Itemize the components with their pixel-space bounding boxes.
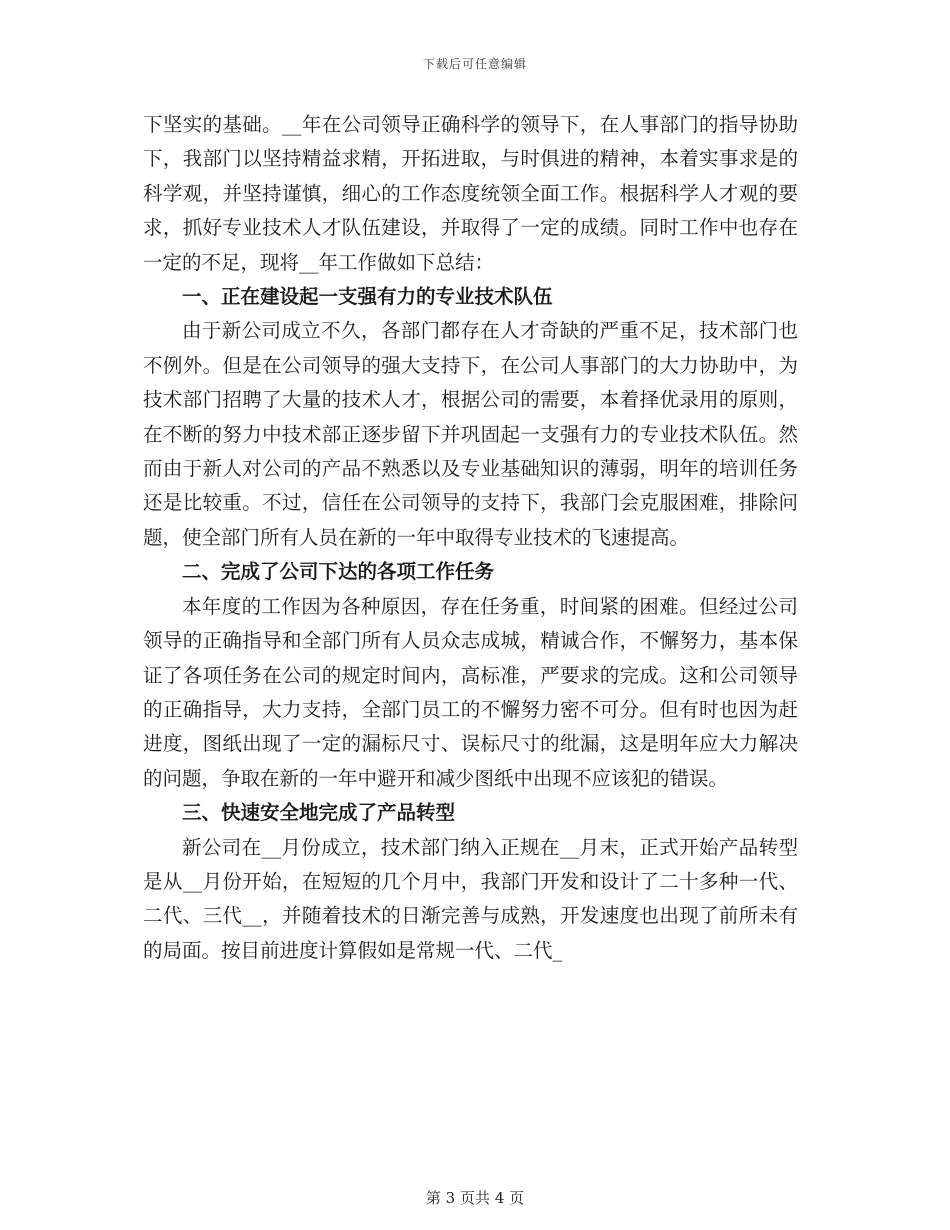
section-paragraph-2: 本年度的工作因为各种原因，存在任务重，时间紧的困难。但经过公司领导的正确指导和全部门所有人员众志成城，精诚合作，不懈努力，基本保证了各项任务在公司的规定时间内，高标准，严要求的完成。这和公司领导的正确指导，大力支持，全部门员工的不懈努力密不可分。但有时也因为赶进度，图纸出现了一定的漏标尺寸、误标尺寸的纰漏，这是明年应大力解决的问题，争取在新的一年中避开和减少图纸中出现不应该犯的错误。 [143,594,798,790]
intro-paragraph: 下坚实的基础。__年在公司领导正确科学的领导下，在人事部门的指导协助下，我部门以坚持精益求精，开拓进取，与时俱进的精神，本着实事求是的科学观，并坚持谨慎，细心的工作态度统领全面工作。根据科学人才观的要求，抓好专业技术人才队伍建设，并取得了一定的成绩。同时工作中也存在一定的不足，现将__年工作做如下总结： [143,113,798,274]
page-header: 下载后可任意编辑 [422,57,527,71]
page-footer: 第 3 页共 4 页 [425,1189,525,1207]
section-heading-2: 二、完成了公司下达的各项工作任务 [182,560,495,584]
section-heading-1: 一、正在建设起一支强有力的专业技术队伍 [182,285,553,309]
section-heading-3: 三、快速安全地完成了产品转型 [182,801,456,825]
section-paragraph-1: 由于新公司成立不久，各部门都存在人才奇缺的严重不足，技术部门也不例外。但是在公司领导的强大支持下，在公司人事部门的大力协助中，为技术部门招聘了大量的技术人才，根据公司的需要，本着择优录用的原则，在不断的努力中技术部正逐步留下并巩固起一支强有力的专业技术队伍。然而由于新人对公司的产品不熟悉以及专业基础知识的薄弱，明年的培训任务还是比较重。不过，信任在公司领导的支持下，我部门会克服困难，排除问题，使全部门所有人员在新的一年中取得专业技术的飞速提高。 [143,319,798,549]
section-paragraph-3: 新公司在__月份成立，技术部门纳入正规在__月末，正式开始产品转型是从__月份开始，在短短的几个月中，我部门开发和设计了二十多种一代、二代、三代__，并随着技术的日渐完善与成熟，开发速度也出现了前所未有的局面。按目前进度计算假如是常规一代、二代_ [143,835,798,962]
document-body [143,108,798,968]
